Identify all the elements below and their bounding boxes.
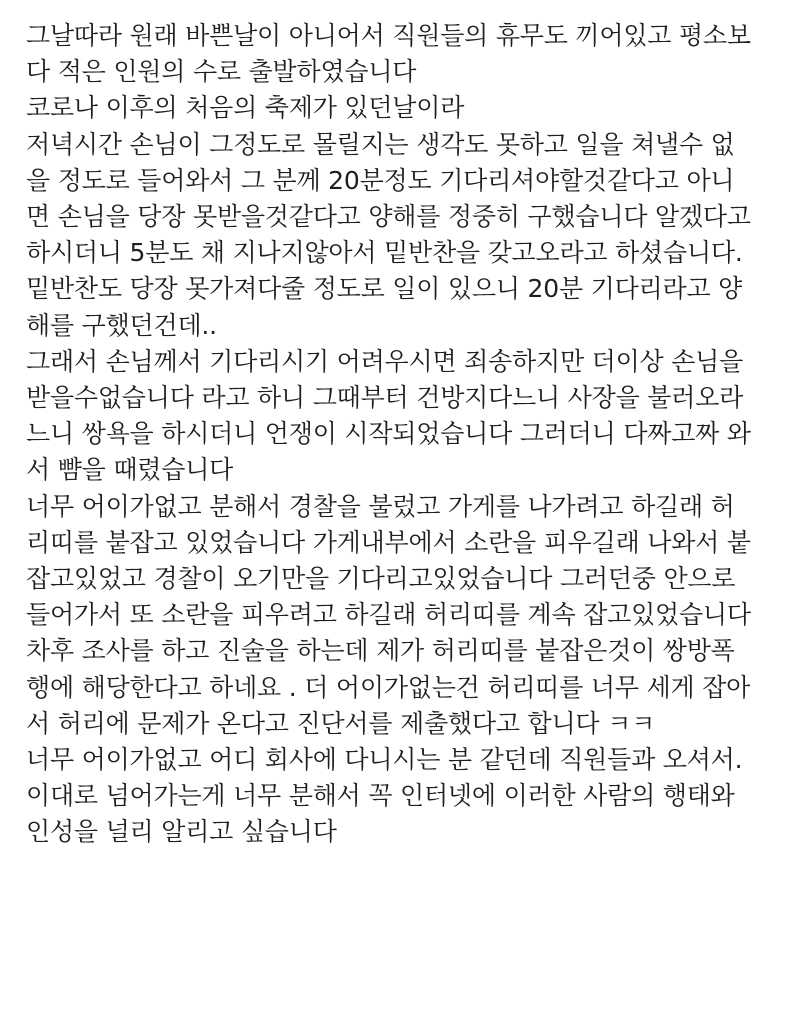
text-line: 잡고있었고 경찰이 오기만을 기다리고있었습니다 그러던중 안으로 xyxy=(26,564,736,594)
text-line: 그날따라 원래 바쁜날이 아니어서 직원들의 휴무도 끼어있고 평소보 xyxy=(26,21,751,50)
text-line: 받을수없습니다 라고 하니 그때부터 건방지다느니 사장을 불러오라 xyxy=(26,383,744,413)
text-line: 차후 조사를 하고 진술을 하는데 제가 허리띠를 붙잡은것이 쌍방폭 xyxy=(26,636,735,666)
text-line: 서 허리에 문제가 온다고 진단서를 제출했다고 합니다 ㅋㅋ xyxy=(26,708,656,738)
text-line: 해를 구했던건데.. xyxy=(26,310,217,340)
text-line: 을 정도로 들어와서 그 분께 20분정도 기다리셔야할것같다고 아니 xyxy=(26,165,735,195)
text-line: 저녁시간 손님이 그정도로 몰릴지는 생각도 못하고 일을 쳐낼수 없 xyxy=(26,129,735,159)
text-line: 코로나 이후의 처음의 축제가 있던날이라 xyxy=(26,93,465,123)
text-line: 하시더니 5분도 채 지나지않아서 밑반찬을 갖고오라고 하셨습니다. xyxy=(26,238,743,268)
text-line: 이대로 넘어가는게 너무 분해서 꼭 인터넷에 이러한 사람의 행태와 xyxy=(26,781,735,811)
text-line: 리띠를 붙잡고 있었습니다 가게내부에서 소란을 피우길래 나와서 붙 xyxy=(26,527,751,557)
text-line: 다 적은 인원의 수로 출발하였습니다 xyxy=(26,57,417,87)
text-line: 밑반찬도 당장 못가져다줄 정도로 일이 있으니 20분 기다리라고 양 xyxy=(26,274,743,304)
text-line: 들어가서 또 소란을 피우려고 하길래 허리띠를 계속 잡고있었습니다 xyxy=(26,600,751,630)
text-line: 인성을 널리 알리고 싶습니다 xyxy=(26,817,337,847)
text-line: 행에 해당한다고 하네요 . 더 어이가없는건 허리띠를 너무 세게 잡아 xyxy=(26,672,751,702)
text-line: 그래서 손님께서 기다리시기 어려우시면 죄송하지만 더이상 손님을 xyxy=(26,346,744,376)
text-line: 너무 어이가없고 어디 회사에 다니시는 분 같던데 직원들과 오셔서. xyxy=(26,745,743,775)
text-line: 면 손님을 당장 못받을것같다고 양해를 정중히 구했습니다 알겠다고 xyxy=(26,202,751,232)
text-line: 서 뺨을 때렸습니다 xyxy=(26,455,234,485)
text-line: 너무 어이가없고 분해서 경찰을 불렀고 가게를 나가려고 하길래 허 xyxy=(26,491,735,521)
text-line: 느니 쌍욕을 하시더니 언쟁이 시작되었습니다 그러더니 다짜고짜 와 xyxy=(26,419,751,449)
